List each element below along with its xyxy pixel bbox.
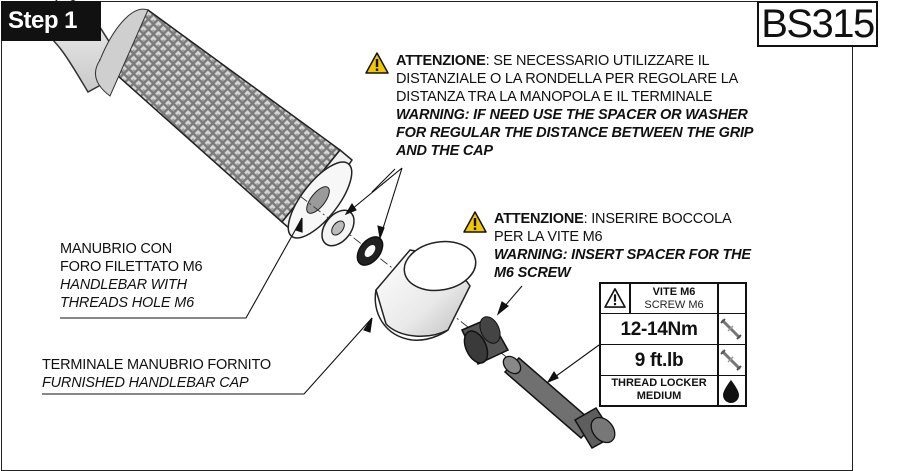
label-cap-en: FURNISHED HANDLEBAR CAP: [42, 375, 249, 391]
spec-torque-nm: 12-14Nm: [620, 319, 698, 340]
label-handlebar-en-2: THREADS HOLE M6: [60, 295, 194, 311]
warning-spacer-washer: [396, 52, 816, 160]
torque-wrench-icon: [719, 317, 743, 341]
warning-en-line2: M6 SCREW: [494, 265, 571, 281]
handlebar-cap: [375, 236, 479, 340]
warning-en-title: WARNING: [396, 107, 465, 123]
spec-locker-line2: MEDIUM: [636, 390, 682, 402]
label-cap: [42, 356, 322, 392]
warning-it-line2: DISTANZIALE O LA RONDELLA PER REGOLARE LA: [396, 71, 739, 87]
spec-table: [599, 282, 747, 407]
spec-screw-it: VITE M6: [652, 286, 696, 298]
warning-en-line1: : INSERT SPACER FOR THE: [562, 247, 751, 263]
warning-en-title: WARNING: [494, 247, 563, 263]
label-handlebar-it-2: FORO FILETTATO M6: [60, 259, 203, 275]
bushing: [460, 314, 508, 367]
washer: [352, 232, 387, 270]
warning-it-line1: : INSERIRE BOCCOLA: [583, 211, 732, 227]
warning-en-line2: FOR REGULAR THE DISTANCE BETWEEN THE GRIP: [396, 125, 754, 141]
label-handlebar-en-1: HANDLEBAR WITH: [60, 277, 187, 293]
spec-thread-locker: [601, 377, 717, 403]
warning-it-line2: PER LA VITE M6: [494, 229, 603, 245]
warning-it-title: ATTENZIONE: [494, 211, 584, 227]
label-cap-it: TERMINALE MANUBRIO FORNITO: [42, 357, 271, 373]
warning-triangle-icon: [365, 52, 389, 74]
warning-it-title: ATTENZIONE: [396, 53, 486, 69]
label-handlebar-it-1: MANUBRIO CON: [60, 241, 172, 257]
warning-it-line3: DISTANZA TRA LA MANOPOLA E IL TERMINALE: [396, 89, 713, 105]
label-handlebar: [60, 240, 260, 312]
warning-triangle-icon: [604, 288, 626, 308]
warning-it-line1: : SE NECESSARIO UTILIZZARE IL: [485, 53, 710, 69]
warning-triangle-icon: [463, 211, 487, 233]
spec-locker-line1: THREAD LOCKER: [611, 377, 707, 389]
step-badge: Step 1: [1, 1, 101, 41]
knurled-grip: [95, 9, 362, 247]
product-code: BS315: [757, 1, 878, 47]
spec-screw-en: SCREW M6: [644, 299, 704, 311]
spec-screw-label: [631, 286, 717, 312]
spec-torque-ftlb: 9 ft.lb: [634, 350, 684, 371]
warning-bushing: [494, 210, 814, 282]
torque-wrench-icon: [719, 348, 743, 372]
drop-icon: [722, 379, 740, 403]
warning-en-line3: AND THE CAP: [396, 143, 493, 159]
warning-en-line1: : IF NEED USE THE SPACER OR WASHER: [464, 107, 748, 123]
